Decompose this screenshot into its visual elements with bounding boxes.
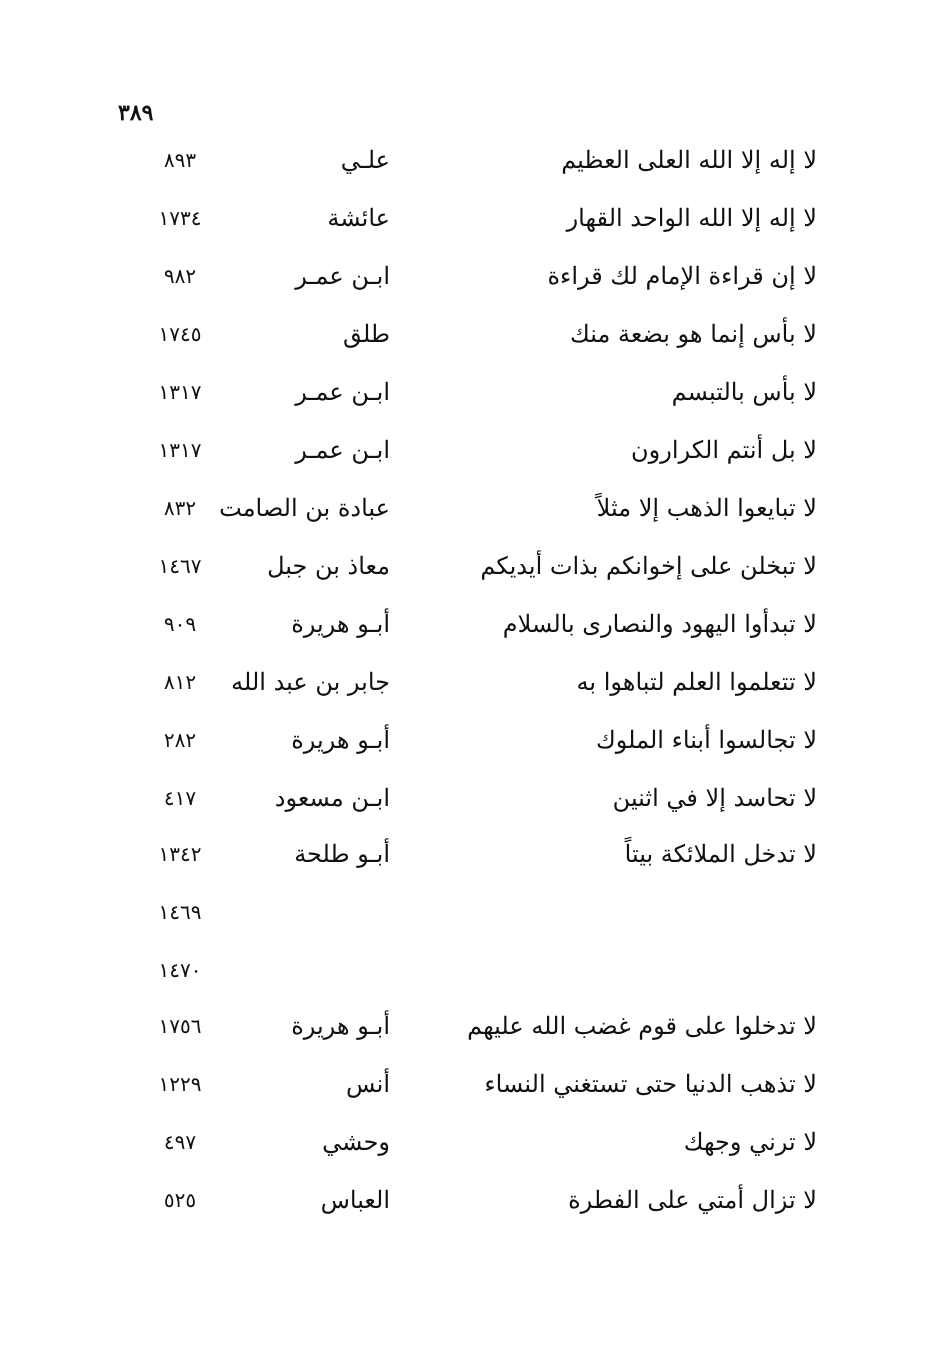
index-row bbox=[0, 254, 935, 298]
hadith-text: لا إله إلا الله الواحد القهار bbox=[566, 204, 817, 232]
index-row bbox=[0, 660, 935, 704]
narrator-name: طلق bbox=[342, 320, 390, 348]
hadith-number: ١٣١٧ bbox=[158, 380, 202, 404]
narrator-name: علـي bbox=[340, 146, 390, 174]
index-row bbox=[0, 544, 935, 588]
hadith-number: ٨٩٣ bbox=[163, 148, 197, 172]
index-row bbox=[0, 1178, 935, 1222]
narrator-name: ابـن عمـر bbox=[295, 378, 390, 406]
hadith-text: لا تبخلن على إخوانكم بذات أيديكم bbox=[480, 552, 817, 580]
hadith-number: ١٧٤٥ bbox=[158, 322, 202, 346]
narrator-name: أبـو هريرة bbox=[291, 726, 390, 754]
hadith-number: ٩٠٩ bbox=[163, 612, 197, 636]
hadith-number: ١٧٣٤ bbox=[158, 206, 202, 230]
page-number: ٣٨٩ bbox=[118, 100, 154, 126]
index-row bbox=[0, 1004, 935, 1048]
hadith-text: لا تبايعوا الذهب إلا مثلاً bbox=[596, 494, 817, 522]
index-row bbox=[0, 138, 935, 182]
index-row bbox=[0, 1062, 935, 1106]
index-row bbox=[0, 196, 935, 240]
narrator-name: وحشي bbox=[322, 1128, 390, 1156]
hadith-number: ٩٨٢ bbox=[163, 264, 197, 288]
hadith-number: ٢٨٢ bbox=[163, 728, 197, 752]
narrator-name: عبادة بن الصامت bbox=[219, 494, 390, 522]
index-row bbox=[0, 890, 935, 934]
index-row bbox=[0, 602, 935, 646]
narrator-name: أبـو طلحة bbox=[294, 840, 390, 868]
hadith-number: ١٤٦٧ bbox=[158, 554, 202, 578]
index-row bbox=[0, 948, 935, 992]
narrator-name: ابـن عمـر bbox=[295, 436, 390, 464]
narrator-name: العباس bbox=[320, 1186, 390, 1214]
hadith-number: ١٧٥٦ bbox=[158, 1014, 202, 1038]
narrator-name: معاذ بن جبل bbox=[267, 552, 390, 580]
hadith-text: لا تجالسوا أبناء الملوك bbox=[595, 726, 817, 754]
hadith-number: ٤٩٧ bbox=[163, 1130, 197, 1154]
index-row bbox=[0, 1120, 935, 1164]
index-row bbox=[0, 370, 935, 414]
hadith-text: لا تتعلموا العلم لتباهوا به bbox=[576, 668, 817, 696]
hadith-text: لا تزال أمتي على الفطرة bbox=[568, 1186, 817, 1214]
narrator-name: أبـو هريرة bbox=[291, 610, 390, 638]
hadith-number: ٨١٢ bbox=[163, 670, 197, 694]
hadith-text: لا تبدأوا اليهود والنصارى بالسلام bbox=[502, 610, 817, 638]
hadith-number: ٨٣٢ bbox=[163, 496, 197, 520]
narrator-name: جابر بن عبد الله bbox=[231, 668, 390, 696]
hadith-number: ١٤٦٩ bbox=[158, 900, 202, 924]
hadith-text: لا إله إلا الله العلى العظيم bbox=[561, 146, 817, 174]
hadith-text: لا بل أنتم الكرارون bbox=[631, 436, 817, 464]
hadith-number: ١٣٤٢ bbox=[158, 842, 202, 866]
narrator-name: أنس bbox=[346, 1070, 390, 1098]
hadith-text: لا بأس إنما هو بضعة منك bbox=[570, 320, 817, 348]
index-row bbox=[0, 776, 935, 820]
index-row bbox=[0, 486, 935, 530]
hadith-text: لا ترني وجهك bbox=[683, 1128, 817, 1156]
index-row bbox=[0, 832, 935, 876]
narrator-name: ابـن مسعود bbox=[274, 784, 390, 812]
narrator-name: أبـو هريرة bbox=[291, 1012, 390, 1040]
hadith-number: ٤١٧ bbox=[163, 786, 197, 810]
hadith-text: لا بأس بالتبسم bbox=[671, 378, 817, 406]
hadith-number: ١٢٢٩ bbox=[158, 1072, 202, 1096]
index-row bbox=[0, 428, 935, 472]
narrator-name: عائشة bbox=[327, 204, 390, 232]
index-row bbox=[0, 312, 935, 356]
hadith-text: لا تدخلوا على قوم غضب الله عليهم bbox=[467, 1012, 817, 1040]
hadith-number: ١٤٧٠ bbox=[158, 958, 202, 982]
hadith-number: ١٣١٧ bbox=[158, 438, 202, 462]
hadith-text: لا تدخل الملائكة بيتاً bbox=[624, 840, 817, 868]
hadith-text: لا تحاسد إلا في اثنين bbox=[612, 784, 817, 812]
hadith-text: لا تذهب الدنيا حتى تستغني النساء bbox=[484, 1070, 817, 1098]
hadith-number: ٥٢٥ bbox=[163, 1188, 197, 1212]
narrator-name: ابـن عمـر bbox=[295, 262, 390, 290]
index-row bbox=[0, 718, 935, 762]
hadith-text: لا إن قراءة الإمام لك قراءة bbox=[547, 262, 817, 290]
